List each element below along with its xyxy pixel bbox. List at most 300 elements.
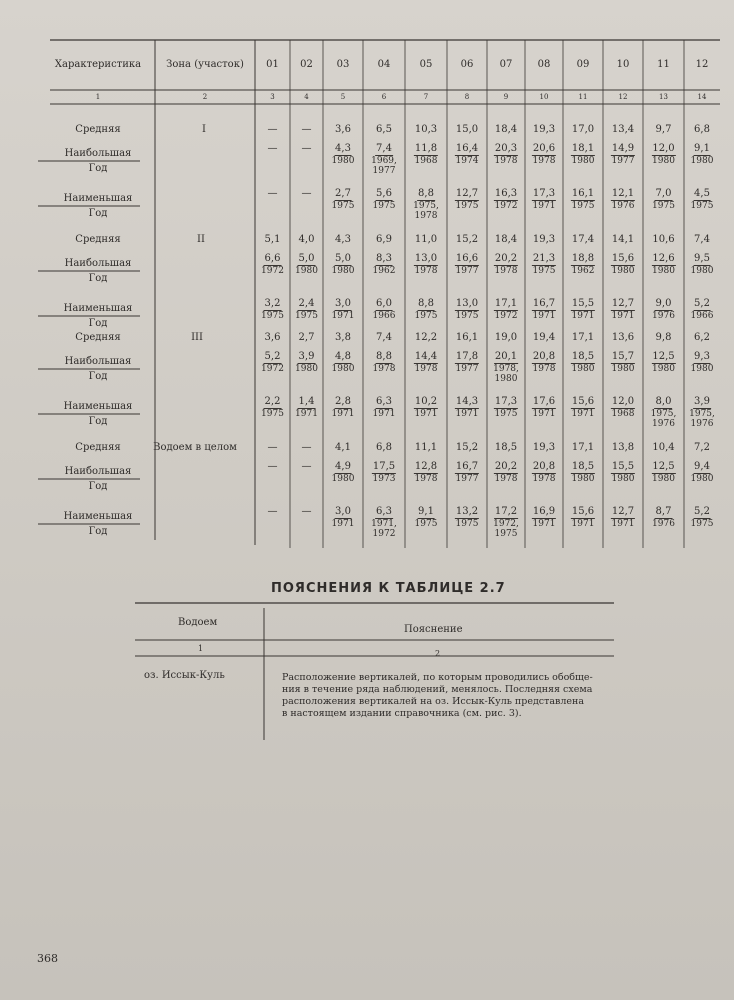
cell-value: 3,9 <box>298 351 315 362</box>
mean-cell: 15,2 <box>455 442 479 453</box>
mean-cell: 17,0 <box>571 124 595 135</box>
empty-cell: — <box>301 506 312 517</box>
cell-year: 1980 <box>611 474 635 484</box>
cell-value: 7,4 <box>376 143 392 154</box>
cell-value: 14,4 <box>414 351 438 362</box>
cell-year: 1971 <box>414 409 438 419</box>
row-label-min: Наименьшая <box>63 303 133 314</box>
max-cell <box>691 144 714 166</box>
column-header: 01 <box>266 59 279 70</box>
max-cell <box>373 352 396 374</box>
empty-cell: — <box>267 143 278 154</box>
cell-value: 8,8 <box>418 298 434 309</box>
cell-year: 1978 <box>414 211 438 221</box>
min-cell <box>373 397 396 419</box>
cell-year: 1980 <box>331 364 355 374</box>
column-number: 9 <box>503 93 509 101</box>
cell-year: 1971 <box>571 409 595 419</box>
cell-year: 1978 <box>532 474 556 484</box>
empty-cell: — <box>301 188 312 199</box>
max-cell <box>494 462 518 484</box>
min-cell <box>652 299 675 321</box>
max-cell <box>611 254 635 276</box>
max-cell <box>691 352 714 374</box>
cell-value: 18,5 <box>571 461 595 472</box>
min-cell <box>571 189 595 211</box>
min-cell <box>651 397 677 429</box>
min-cell <box>571 397 595 419</box>
cell-value: 13,2 <box>455 506 479 517</box>
cell-year: 1980 <box>571 364 595 374</box>
max-cell <box>571 352 595 374</box>
cell-value: 6,0 <box>376 298 392 309</box>
min-cell <box>261 299 284 321</box>
mean-cell: 10,4 <box>652 442 675 453</box>
column-number: 13 <box>659 93 668 101</box>
explanations-num-1: 1 <box>198 644 204 653</box>
cell-value: 9,4 <box>694 461 710 472</box>
cell-year: 1968 <box>414 156 438 166</box>
cell-value: 20,3 <box>494 143 518 154</box>
mean-cell: 19,3 <box>532 124 556 135</box>
mean-cell: 7,4 <box>376 332 392 343</box>
cell-year: 1977 <box>611 156 635 166</box>
min-cell <box>332 397 355 419</box>
cell-year: 1978 <box>494 266 518 276</box>
min-cell <box>493 507 519 539</box>
min-cell <box>455 507 479 529</box>
cell-value: 12,7 <box>611 298 635 309</box>
max-cell <box>261 254 284 276</box>
cell-value: 9,1 <box>694 143 710 154</box>
cell-year: 1973 <box>372 474 396 484</box>
explanation-line: в настоящем издании справочника (см. рис. 3). <box>282 708 522 719</box>
max-cell <box>532 462 556 484</box>
mean-cell: 12,2 <box>414 332 438 343</box>
min-cell <box>455 397 479 419</box>
cell-value: 20,8 <box>532 461 556 472</box>
max-cell <box>261 352 284 374</box>
cell-year: 1980 <box>690 156 714 166</box>
min-cell <box>689 397 715 429</box>
cell-value: 3,0 <box>335 298 351 309</box>
zone-name: Водоем в целом <box>153 442 237 453</box>
explanations-col-note: Пояснение <box>404 624 463 635</box>
mean-cell: 6,2 <box>694 332 710 343</box>
cell-year: 1975 <box>690 201 714 211</box>
cell-value: 16,4 <box>455 143 479 154</box>
min-cell <box>652 189 675 211</box>
column-number: 7 <box>423 93 429 101</box>
cell-value: 12,7 <box>455 188 479 199</box>
cell-value: 16,9 <box>532 506 556 517</box>
row-label-year: Год <box>88 208 108 219</box>
column-header: Характеристика <box>54 59 142 70</box>
max-cell <box>532 352 556 374</box>
cell-value: 9,0 <box>655 298 672 309</box>
cell-year: 1976 <box>652 419 675 429</box>
max-cell <box>414 462 438 484</box>
cell-year: 1980 <box>331 474 355 484</box>
cell-year: 1980 <box>611 266 635 276</box>
explanations-title: ПОЯСНЕНИЯ К ТАБЛИЦЕ 2.7 <box>271 581 506 596</box>
cell-value: 5,0 <box>298 253 315 264</box>
cell-year: 1975 <box>455 519 479 529</box>
cell-year: 1972, <box>493 519 519 529</box>
cell-year: 1975 <box>331 201 355 211</box>
cell-value: 4,5 <box>694 188 710 199</box>
mean-cell: 7,2 <box>694 442 710 453</box>
max-cell <box>371 144 397 176</box>
column-number: 12 <box>618 93 628 101</box>
cell-year: 1980 <box>571 474 595 484</box>
empty-cell: — <box>267 506 278 517</box>
mean-cell: 19,0 <box>494 332 518 343</box>
max-cell <box>571 254 595 276</box>
cell-value: 2,8 <box>335 396 351 407</box>
max-cell <box>494 254 518 276</box>
cell-value: 9,1 <box>418 506 434 517</box>
max-cell <box>571 462 595 484</box>
cell-value: 9,5 <box>694 253 710 264</box>
row-label-min: Наименьшая <box>63 401 133 412</box>
mean-cell: 13,8 <box>611 442 635 453</box>
row-label-year: Год <box>88 526 108 537</box>
cell-value: 17,5 <box>372 461 396 472</box>
cell-value: 10,2 <box>414 396 438 407</box>
cell-value: 12,0 <box>611 396 635 407</box>
mean-cell: 6,8 <box>376 442 392 453</box>
cell-year: 1975, <box>413 201 439 211</box>
mean-cell: 3,8 <box>335 332 351 343</box>
mean-cell: 6,9 <box>376 234 392 245</box>
row-label-year: Год <box>88 163 108 174</box>
min-cell <box>455 299 479 321</box>
max-cell <box>414 144 438 166</box>
cell-year: 1978 <box>414 474 438 484</box>
cell-value: 2,2 <box>264 396 281 407</box>
cell-year: 1975 <box>372 201 396 211</box>
cell-year: 1969, <box>371 156 397 166</box>
cell-year: 1980 <box>652 474 675 484</box>
cell-year: 1978 <box>372 364 396 374</box>
min-cell <box>571 299 595 321</box>
cell-year: 1971 <box>331 519 355 529</box>
cell-year: 1980 <box>652 266 675 276</box>
cell-year: 1980 <box>295 364 318 374</box>
cell-year: 1971, <box>371 519 397 529</box>
min-cell <box>332 299 355 321</box>
cell-value: 1,4 <box>298 396 315 407</box>
cell-year: 1976 <box>652 311 675 321</box>
cell-year: 1975 <box>261 311 284 321</box>
max-cell <box>651 462 675 484</box>
column-header: 12 <box>695 59 709 70</box>
cell-value: 16,7 <box>532 298 556 309</box>
cell-year: 1971 <box>295 409 318 419</box>
cell-year: 1977 <box>455 474 479 484</box>
cell-value: 12,6 <box>652 253 675 264</box>
max-cell <box>414 352 438 374</box>
row-label-max: Наибольшая <box>64 258 132 269</box>
cell-year: 1971 <box>455 409 479 419</box>
column-number: 10 <box>539 93 549 101</box>
mean-cell: 2,7 <box>298 332 315 343</box>
cell-year: 1971 <box>532 311 556 321</box>
min-cell <box>494 189 518 211</box>
cell-year: 1971 <box>532 201 556 211</box>
row-label-year: Год <box>88 481 108 492</box>
cell-value: 17,3 <box>532 188 556 199</box>
cell-value: 8,8 <box>418 188 434 199</box>
cell-year: 1980 <box>611 364 635 374</box>
max-cell <box>691 254 714 276</box>
min-cell <box>532 189 556 211</box>
mean-cell: 19,4 <box>532 332 556 343</box>
min-cell <box>611 189 635 211</box>
max-cell <box>651 144 675 166</box>
mean-cell: 6,5 <box>376 124 392 135</box>
min-cell <box>494 299 518 321</box>
cell-value: 8,8 <box>376 351 392 362</box>
mean-cell: — <box>301 124 312 135</box>
column-header: Зона (участок) <box>166 59 244 70</box>
cell-value: 12,1 <box>611 188 635 199</box>
mean-cell: 7,4 <box>694 234 710 245</box>
max-cell <box>455 352 479 374</box>
max-cell <box>332 254 355 276</box>
max-cell <box>532 254 556 276</box>
cell-year: 1971 <box>571 519 595 529</box>
column-header: 11 <box>657 59 670 70</box>
min-cell <box>532 507 556 529</box>
column-number: 4 <box>304 93 309 101</box>
cell-value: 12,5 <box>652 351 675 362</box>
empty-cell: — <box>301 143 312 154</box>
max-cell <box>532 144 556 166</box>
min-cell <box>611 299 635 321</box>
empty-cell: — <box>301 461 312 472</box>
row-label-min: Наименьшая <box>63 193 133 204</box>
cell-year: 1976 <box>611 201 635 211</box>
mean-cell: 4,1 <box>335 442 351 453</box>
min-cell <box>611 397 635 419</box>
mean-cell: 9,8 <box>655 332 672 343</box>
mean-cell: 11,0 <box>414 234 438 245</box>
cell-value: 21,3 <box>532 253 556 264</box>
min-cell <box>652 507 675 529</box>
cell-value: 16,6 <box>455 253 479 264</box>
mean-cell: 9,7 <box>655 124 672 135</box>
cell-value: 11,8 <box>414 143 438 154</box>
cell-value: 18,1 <box>571 143 595 154</box>
cell-year: 1980 <box>690 266 714 276</box>
column-header: 07 <box>499 59 513 70</box>
mean-cell: — <box>267 124 278 135</box>
cell-value: 3,2 <box>264 298 281 309</box>
mean-cell: 18,4 <box>494 234 518 245</box>
cell-value: 5,2 <box>264 351 281 362</box>
cell-year: 1978 <box>532 364 556 374</box>
cell-value: 15,6 <box>611 253 635 264</box>
column-header: 02 <box>300 59 313 70</box>
min-cell <box>295 397 318 419</box>
row-label-mean: Средняя <box>75 442 121 453</box>
min-cell <box>532 299 556 321</box>
cell-year: 1971 <box>372 409 396 419</box>
cell-value: 12,0 <box>652 143 675 154</box>
cell-year: 1972 <box>494 201 518 211</box>
cell-year: 1971 <box>331 311 355 321</box>
min-cell <box>415 299 438 321</box>
cell-value: 5,2 <box>694 298 710 309</box>
mean-cell: 19,3 <box>532 234 556 245</box>
cell-value: 8,3 <box>376 253 392 264</box>
min-cell <box>494 397 518 419</box>
min-cell <box>261 397 284 419</box>
min-cell <box>373 189 396 211</box>
cell-year: 1977 <box>372 166 396 176</box>
cell-value: 4,8 <box>335 351 351 362</box>
max-cell <box>373 254 396 276</box>
row-label-year: Год <box>88 318 108 329</box>
mean-cell: 10,6 <box>652 234 675 245</box>
row-label-max: Наибольшая <box>64 356 132 367</box>
max-cell <box>414 254 438 276</box>
column-number: 11 <box>578 93 588 101</box>
mean-cell: 5,1 <box>264 234 281 245</box>
explanation-line: расположения вертикалей на оз. Иссык-Куль представлена <box>282 696 585 707</box>
cell-year: 1980 <box>331 266 355 276</box>
cell-year: 1980 <box>494 374 518 384</box>
cell-year: 1962 <box>571 266 595 276</box>
empty-cell: — <box>267 461 278 472</box>
cell-value: 14,3 <box>455 396 479 407</box>
column-header: 10 <box>616 59 630 70</box>
cell-year: 1975 <box>532 266 556 276</box>
cell-value: 4,3 <box>335 143 351 154</box>
row-label-mean: Средняя <box>75 234 121 245</box>
cell-value: 8,0 <box>655 396 672 407</box>
max-cell <box>494 144 518 166</box>
cell-value: 17,8 <box>455 351 479 362</box>
cell-year: 1978 <box>494 156 518 166</box>
row-label-year: Год <box>88 371 108 382</box>
cell-value: 6,3 <box>376 396 392 407</box>
max-cell <box>455 144 479 166</box>
cell-year: 1980 <box>652 156 675 166</box>
column-number: 6 <box>381 93 387 101</box>
max-cell <box>332 352 355 374</box>
cell-year: 1971 <box>532 519 556 529</box>
mean-cell: 15,2 <box>455 234 479 245</box>
cell-year: 1975 <box>414 311 438 321</box>
cell-value: 16,1 <box>571 188 595 199</box>
cell-year: 1978 <box>494 474 518 484</box>
cell-value: 18,5 <box>571 351 595 362</box>
explanations-col-waterbody: Водоем <box>178 617 218 628</box>
max-cell <box>611 352 635 374</box>
mean-cell: — <box>301 442 312 453</box>
cell-value: 12,5 <box>652 461 675 472</box>
mean-cell: 14,1 <box>611 234 635 245</box>
cell-value: 20,2 <box>494 253 518 264</box>
cell-value: 17,3 <box>494 396 518 407</box>
cell-value: 2,4 <box>298 298 315 309</box>
page-number: 368 <box>37 952 58 965</box>
row-label-mean: Средняя <box>75 332 121 343</box>
cell-year: 1975, <box>689 409 715 419</box>
max-cell <box>455 254 479 276</box>
cell-year: 1966 <box>690 311 714 321</box>
cell-value: 18,8 <box>571 253 595 264</box>
mean-cell: 16,1 <box>455 332 479 343</box>
cell-year: 1971 <box>611 311 635 321</box>
column-number: 1 <box>95 93 101 101</box>
column-number: 5 <box>340 93 346 101</box>
min-cell <box>373 299 396 321</box>
cell-value: 2,7 <box>335 188 351 199</box>
max-cell <box>455 462 479 484</box>
cell-year: 1971 <box>571 311 595 321</box>
cell-value: 20,8 <box>532 351 556 362</box>
explanations-waterbody: оз. Иссык-Куль <box>144 670 225 681</box>
cell-year: 1975 <box>261 409 284 419</box>
min-cell <box>415 507 438 529</box>
cell-year: 1975 <box>494 409 518 419</box>
mean-cell: 3,6 <box>264 332 281 343</box>
cell-value: 6,3 <box>376 506 392 517</box>
cell-year: 1972 <box>261 266 284 276</box>
cell-year: 1978 <box>414 266 438 276</box>
mean-cell: 17,4 <box>571 234 595 245</box>
min-cell <box>414 397 438 419</box>
cell-value: 15,6 <box>571 396 595 407</box>
explanation-line: Расположение вертикалей, по которым проводились обобще- <box>282 672 593 683</box>
min-cell <box>455 189 479 211</box>
cell-year: 1980 <box>690 364 714 374</box>
cell-year: 1980 <box>690 474 714 484</box>
cell-value: 16,7 <box>455 461 479 472</box>
column-header: 09 <box>576 59 590 70</box>
column-header: 03 <box>336 59 350 70</box>
mean-cell: 18,4 <box>494 124 518 135</box>
max-cell <box>295 254 318 276</box>
min-cell <box>332 507 355 529</box>
cell-year: 1976 <box>652 519 675 529</box>
cell-year: 1975 <box>652 201 675 211</box>
cell-year: 1971 <box>331 409 355 419</box>
mean-cell: 17,1 <box>571 332 595 343</box>
mean-cell: 13,4 <box>611 124 635 135</box>
cell-year: 1975 <box>690 519 714 529</box>
column-number: 3 <box>270 93 275 101</box>
cell-year: 1978, <box>493 364 519 374</box>
cell-year: 1971 <box>611 519 635 529</box>
min-cell <box>691 507 714 529</box>
cell-value: 17,1 <box>494 298 518 309</box>
mean-cell: 11,1 <box>414 442 438 453</box>
min-cell <box>371 507 397 539</box>
min-cell <box>295 299 318 321</box>
explanation-line: ния в течение ряда наблюдений, менялось. Последняя схема <box>282 684 593 695</box>
max-cell <box>651 352 675 374</box>
cell-value: 6,6 <box>264 253 281 264</box>
cell-year: 1966 <box>372 311 396 321</box>
max-cell <box>691 462 714 484</box>
cell-year: 1975 <box>414 519 438 529</box>
cell-year: 1972 <box>372 529 396 539</box>
